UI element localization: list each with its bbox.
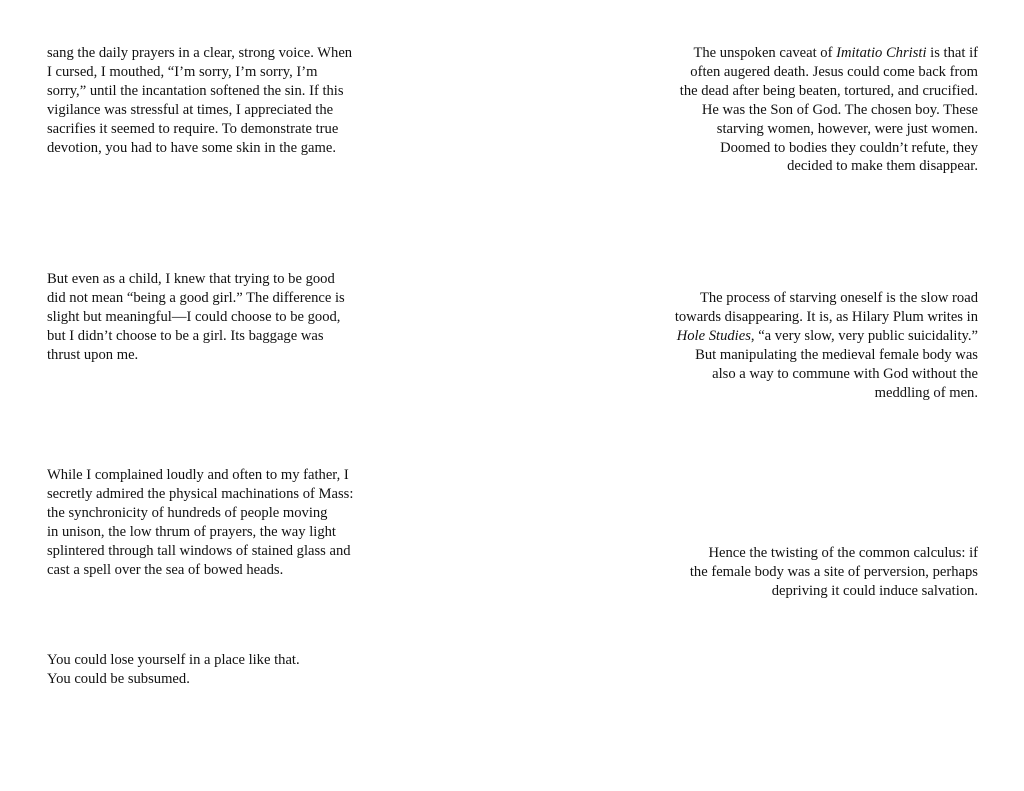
text-line [680,44,978,63]
text-line: Hence the twisting of the common calculus: if [708,545,978,561]
text-run: The unspoken caveat of [693,45,837,61]
right-paragraph-2 [675,289,978,402]
text-line: the synchronicity of hundreds of people moving [47,504,328,521]
text-line: sang the daily prayers in a clear, strong voice. When [47,45,353,61]
text-line: meddling of men. [874,384,978,401]
text-line: did not mean “being a good girl.” The difference is [47,289,345,306]
text-line: While I complained loudly and often to my father, I [47,467,349,483]
text-line: splintered through tall windows of stained glass and [47,542,351,559]
text-line: Doomed to bodies they couldn’t refute, they [720,139,978,156]
text-line [675,327,978,346]
text-line: depriving it could induce salvation. [771,582,978,599]
text-line: starving women, however, were just women. [716,120,978,137]
text-line: towards disappearing. It is, as Hilary Plum writes in [674,308,978,325]
left-paragraph-3 [47,466,353,579]
left-paragraph-4 [47,651,300,689]
text-line: but I didn’t choose to be a girl. Its baggage was [47,327,324,344]
text-line: vigilance was stressful at times, I appreciated the [47,101,334,118]
text-line: also a way to commune with God without the [712,365,978,382]
text-line: sacrifies it seemed to require. To demonstrate true [47,120,339,137]
text-run: , “a very slow, very public suicidality.” [750,327,978,344]
text-line: devotion, you had to have some skin in the game. [47,139,336,156]
text-line: cast a spell over the sea of bowed heads. [47,561,284,578]
book-title: Hole Studies [676,327,751,344]
text-line: the female body was a site of perversion, perhaps [689,563,978,580]
text-line: slight but meaningful—I could choose to be good, [47,308,341,325]
book-title: Imitatio Christi [836,45,927,61]
text-line: I cursed, I mouthed, “I’m sorry, I’m sorry, I’m [47,63,318,80]
right-page [512,0,1024,791]
text-line: The process of starving oneself is the slow road [699,290,978,306]
text-line: You could lose yourself in a place like that. [47,652,300,668]
text-line: decided to make them disappear. [787,158,978,175]
text-line: thrust upon me. [47,346,139,363]
text-line: sorry,” until the incantation softened the sin. If this [47,82,344,99]
right-paragraph-1 [680,44,978,176]
text-line: You could be subsumed. [47,670,190,687]
text-line: But even as a child, I knew that trying to be good [47,271,335,287]
left-paragraph-2 [47,270,345,365]
text-line: the dead after being beaten, tortured, and crucified. [679,82,978,99]
right-paragraph-3 [690,544,978,601]
text-line: secretly admired the physical machinations of Mass: [47,485,354,502]
text-line: in unison, the low thrum of prayers, the way light [47,523,336,540]
text-line: But manipulating the medieval female body was [695,346,978,363]
left-paragraph-1 [47,44,352,157]
text-line: He was the Son of God. The chosen boy. These [701,101,978,118]
text-line: often augered death. Jesus could come back from [690,63,978,80]
text-run: is that if [926,45,978,61]
